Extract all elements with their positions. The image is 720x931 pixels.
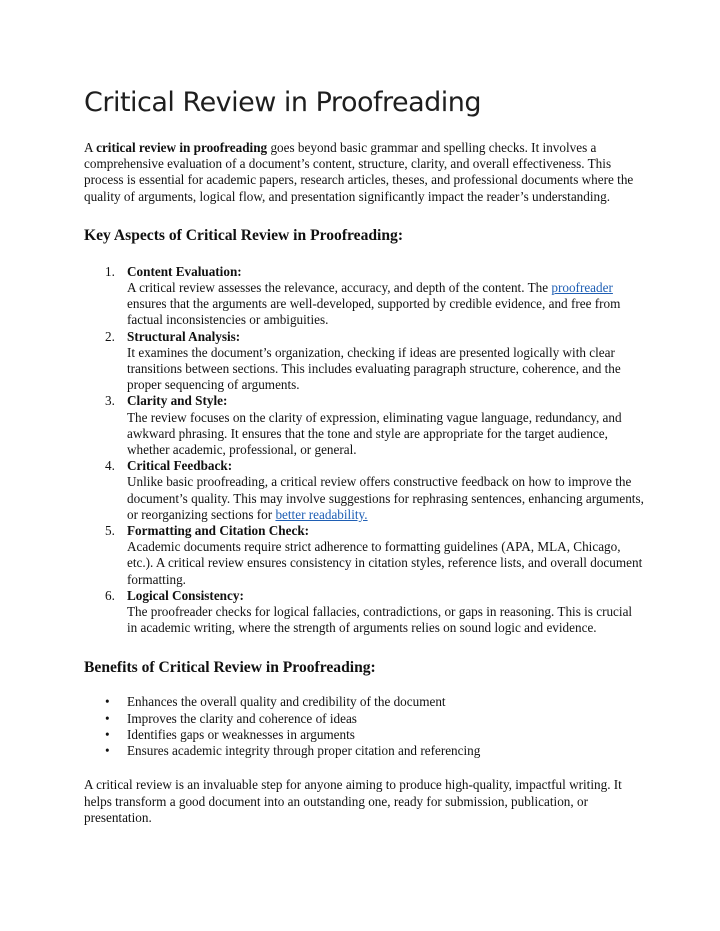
benefit-text: Ensures academic integrity through proper citation and referencing [127, 743, 481, 759]
bullet-icon: • [105, 694, 110, 710]
key-aspects-list [84, 264, 644, 637]
list-item-number: 4. [105, 458, 115, 474]
list-item [84, 694, 644, 710]
list-item [84, 711, 644, 727]
list-item-number: 1. [105, 263, 115, 279]
list-item [84, 393, 644, 458]
list-item [84, 523, 644, 588]
intro-paragraph [84, 140, 644, 205]
key-aspects-heading: Key Aspects of Critical Review in Proofreading: [84, 226, 404, 244]
list-item-body [127, 280, 644, 329]
benefit-text: Improves the clarity and coherence of ideas [127, 710, 357, 726]
list-item-title: Clarity and Style: [127, 393, 228, 409]
list-item-body: The review focuses on the clarity of expression, eliminating vague language, redundancy, and awkward phrasing. It ensures that the tone and style are appropriate for the target audience, whether academic, professional, or general. [127, 409, 622, 458]
intro-bold-term: critical review in proofreading [96, 140, 268, 155]
list-item-text: Unlike basic proofreading, a critical review offers constructive feedback on how to improve the document’s quality. This may involve suggestions for rephrasing sentences, enhancing arguments, or reorganizing sections for [127, 474, 644, 522]
document-page [84, 86, 644, 826]
list-item-number: 3. [105, 393, 115, 409]
document-title: Critical Review in Proofreading [84, 87, 482, 118]
benefits-list [84, 694, 644, 759]
list-item-title: Logical Consistency: [127, 587, 244, 603]
list-item-body: The proofreader checks for logical fallacies, contradictions, or gaps in reasoning. This is crucial in academic writing, where the strength of arguments relies on sound logic and evidence. [127, 604, 633, 636]
list-item [84, 264, 644, 329]
list-item [84, 329, 644, 394]
list-item-title: Structural Analysis: [127, 328, 241, 344]
benefit-text: Identifies gaps or weaknesses in arguments [127, 726, 355, 742]
list-item-title: Formatting and Citation Check: [127, 523, 310, 539]
list-item [84, 743, 644, 759]
list-item-number: 6. [105, 587, 115, 603]
list-item-title: Content Evaluation: [127, 263, 242, 279]
list-item [84, 458, 644, 523]
list-item-body: Academic documents require strict adherence to formatting guidelines (APA, MLA, Chicago, etc.). A critical review ensures consistency in citation styles, reference lists, and overall document formatting. [127, 539, 643, 587]
benefit-text: Enhances the overall quality and credibility of the document [127, 694, 446, 710]
intro-rest: goes beyond basic grammar and spelling checks. It involves a comprehensive evaluation of a document’s content, structure, clarity, and overall effectiveness. This process is essential for academic papers, research articles, theses, and professional documents where the quality of arguments, logical flow, and presentation significantly impact the reader’s understanding. [84, 140, 634, 204]
list-item-text: A critical review assesses the relevance, accuracy, and depth of the content. The [127, 280, 552, 296]
list-item-body [127, 474, 644, 523]
list-item [84, 727, 644, 743]
proofreader-link[interactable]: proofreader [551, 280, 613, 296]
list-item-number: 5. [105, 523, 115, 539]
list-item-title: Critical Feedback: [127, 458, 233, 474]
intro-lead: A [84, 140, 97, 155]
list-item-number: 2. [105, 328, 115, 344]
bullet-icon: • [105, 743, 110, 759]
bullet-icon: • [105, 726, 110, 742]
bullet-icon: • [105, 710, 110, 726]
benefits-heading: Benefits of Critical Review in Proofreading: [84, 659, 376, 677]
closing-paragraph: A critical review is an invaluable step for anyone aiming to produce high-quality, impactful writing. It helps transform a good document into an outstanding one, ready for submission, publication, or presentation. [84, 777, 622, 825]
list-item-body: It examines the document’s organization, checking if ideas are presented logically with clear transitions between sections. This includes evaluating paragraph structure, coherence, and the proper sequencing of arguments. [127, 344, 621, 393]
list-item [84, 588, 644, 637]
list-item-text: ensures that the arguments are well-developed, supported by credible evidence, and free from factual inconsistencies or ambiguities. [127, 296, 621, 328]
better-readability-link[interactable]: better readability. [275, 506, 368, 522]
